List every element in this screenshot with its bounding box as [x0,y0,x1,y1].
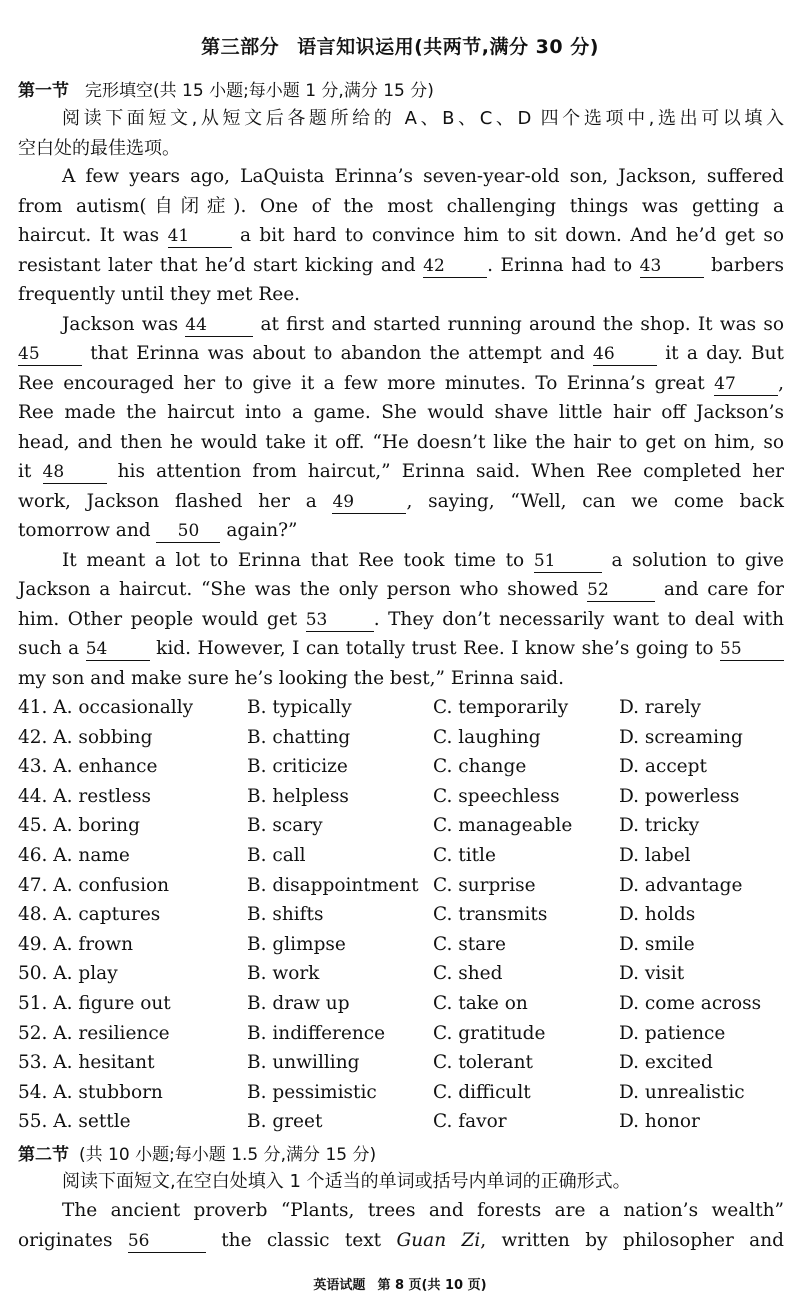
option-c[interactable]: C. take on [433,993,528,1014]
passage-line: frequently until they met Ree. [18,284,301,305]
option-c[interactable]: C. manageable [433,815,573,837]
option-b[interactable]: B. unwilling [247,1052,360,1074]
section-1-instruction-2: 空白处的最佳选项。 [18,138,180,159]
blank-56[interactable]: 56 [128,1231,206,1253]
blank-51[interactable]: 51 [534,551,602,573]
part-title [0,32,800,59]
blank-54[interactable]: 54 [86,639,150,661]
passage-line: my son and make sure he’s looking the best,” Erinna said. [18,668,565,689]
passage-line: resistant later that he’d start kicking and 42 . Erinna had to 43 barbers [18,255,784,276]
footer-subject: 英语试题 [313,1278,366,1293]
option-b[interactable]: B. glimpse [247,933,346,955]
option-d[interactable]: D. tricky [619,815,700,837]
blank-55[interactable]: 55 [720,639,784,661]
option-a[interactable]: 45. A. boring [18,815,140,837]
option-row [18,693,784,723]
option-a[interactable]: 47. A. confusion [18,874,170,896]
option-d[interactable]: D. label [619,845,691,866]
passage-line: Ree encouraged her to give it a few more minutes. To Erinna’s great 47 , [18,373,785,394]
passage-line: The ancient proverb “Plants, trees and forests are a nation’s wealth” [62,1200,784,1221]
passage-line: such a 54 kid. However, I can totally trust Ree. I know she’s going to 55 [18,634,784,664]
option-row [18,871,784,901]
option-row [18,959,784,989]
option-a[interactable]: 51. A. figure out [18,993,171,1014]
option-c[interactable]: C. temporarily [433,697,569,718]
passage-line: Jackson a haircut. “She was the only person who showed 52 and care for [18,579,785,600]
option-b[interactable]: B. chatting [247,726,351,748]
section-1-instruction-1: 阅读下面短文,从短文后各题所给的 A、B、C、D 四个选项中,选出可以填入 [62,108,784,129]
option-b[interactable]: B. helpless [247,785,349,807]
option-d[interactable]: D. visit [619,963,685,985]
section-2-heading [18,1140,376,1165]
passage-line: him. Other people would get 53 . They don’t necessarily want to deal with [18,609,785,630]
blank-41[interactable]: 41 [168,226,232,248]
option-b[interactable]: B. disappointment [247,874,419,896]
option-d[interactable]: D. advantage [619,874,743,896]
blank-53[interactable]: 53 [306,610,374,632]
option-b[interactable]: B. call [247,845,306,866]
option-c[interactable]: C. tolerant [433,1052,533,1074]
passage-line: haircut. It was 41 a bit hard to convince him to sit down. And he’d get so [18,225,784,246]
blank-44[interactable]: 44 [185,315,253,337]
option-d[interactable]: D. honor [619,1111,700,1133]
option-d[interactable]: D. holds [619,904,696,926]
option-c[interactable]: C. change [433,756,527,778]
option-b[interactable]: B. greet [247,1111,323,1133]
option-row [18,900,784,930]
passage-line: Jackson was 44 at first and started running around the shop. It was so [62,314,784,335]
option-a[interactable]: 53. A. hesitant [18,1052,155,1074]
option-a[interactable]: 46. A. name [18,845,130,866]
option-b[interactable]: B. shifts [247,904,324,926]
option-a[interactable]: 49. A. frown [18,933,134,955]
blank-42[interactable]: 42 [423,256,487,278]
passage-line: head, and then he would take it off. “He doesn’t like the hair to get on him, so [18,432,784,453]
option-d[interactable]: D. patience [619,1022,726,1044]
blank-52[interactable]: 52 [587,580,655,602]
blank-48[interactable]: 48 [43,462,107,484]
blank-49[interactable]: 49 [332,492,406,514]
option-a[interactable]: 54. A. stubborn [18,1081,163,1103]
option-b[interactable]: B. criticize [247,756,348,778]
blank-46[interactable]: 46 [593,344,657,366]
option-row [18,1019,784,1049]
option-c[interactable]: C. transmits [433,904,548,926]
option-a[interactable]: 41. A. occasionally [18,697,194,718]
option-c[interactable]: C. stare [433,933,507,955]
section-1-title: 完形填空(共 15 小题;每小题 1 分,满分 15 分) [85,81,434,101]
option-c[interactable]: C. shed [433,963,503,985]
option-c[interactable]: C. speechless [433,785,560,807]
section-1-label: 第一节 [18,81,69,101]
option-a[interactable]: 42. A. sobbing [18,726,153,748]
option-d[interactable]: D. unrealistic [619,1081,745,1103]
blank-45[interactable]: 45 [18,344,82,366]
option-d[interactable]: D. rarely [619,697,701,718]
section-2-title: (共 10 小题;每小题 1.5 分,满分 15 分) [79,1145,377,1165]
footer-page: 第 8 页(共 10 页) [377,1278,487,1293]
page-footer [0,1274,800,1293]
option-a[interactable]: 52. A. resilience [18,1022,170,1044]
option-row [18,989,784,1019]
blank-43[interactable]: 43 [640,256,704,278]
option-a[interactable]: 50. A. play [18,963,118,985]
section-2-label: 第二节 [18,1145,69,1165]
option-c[interactable]: C. laughing [433,726,541,748]
passage-line: originates 56 the classic text Guan Zi, written by philosopher and [18,1230,784,1251]
blank-50[interactable]: 50 [156,521,220,543]
option-b[interactable]: B. pessimistic [247,1081,377,1103]
option-d[interactable]: D. smile [619,933,695,955]
option-b[interactable]: B. indifference [247,1022,386,1044]
option-a[interactable]: 48. A. captures [18,904,161,926]
option-d[interactable]: D. powerless [619,785,740,807]
option-d[interactable]: D. come across [619,993,762,1014]
option-row [18,811,784,841]
passage-line: tomorrow and 50 again?” [18,520,298,541]
passage-line: Ree made the haircut into a game. She would shave little hair off Jackson’s [18,402,784,423]
option-a[interactable]: 55. A. settle [18,1111,131,1133]
option-row [18,723,784,753]
option-row [18,782,784,812]
passage-line: 45 that Erinna was about to abandon the attempt and 46 it a day. But [18,343,784,364]
option-b[interactable]: B. scary [247,815,323,837]
part-title-main: 第三部分 [201,36,280,58]
option-d[interactable]: D. accept [619,756,707,778]
option-c[interactable]: C. favor [433,1111,507,1133]
passage-line: A few years ago, LaQuista Erinna’s seven-year-old son, Jackson, suffered [62,166,784,187]
option-c[interactable]: C. title [433,845,496,866]
option-d[interactable]: D. screaming [619,726,743,748]
section-2-instruction: 阅读下面短文,在空白处填入 1 个适当的单词或括号内单词的正确形式。 [62,1171,631,1192]
option-row [18,1107,784,1137]
passage-line: from autism(自闭症). One of the most challenging things was getting a [18,196,784,217]
option-row [18,752,784,782]
option-row [18,1048,784,1078]
option-b[interactable]: B. draw up [247,993,350,1014]
option-c[interactable]: C. difficult [433,1081,531,1103]
option-a[interactable]: 43. A. enhance [18,756,158,778]
option-row [18,930,784,960]
blank-47[interactable]: 47 [714,374,778,396]
option-c[interactable]: C. gratitude [433,1022,546,1044]
option-d[interactable]: D. excited [619,1052,713,1074]
passage-line: it 48 his attention from haircut,” Erinna said. When Ree completed her [18,461,784,482]
option-b[interactable]: B. typically [247,697,352,718]
option-a[interactable]: 44. A. restless [18,785,151,807]
option-row [18,1078,784,1108]
option-row [18,841,784,871]
passage-line: It meant a lot to Erinna that Ree took time to 51 a solution to give [62,550,784,571]
section-1-heading [18,76,434,101]
passage-line: work, Jackson flashed her a 49 , saying, “Well, can we come back [18,491,784,512]
option-b[interactable]: B. work [247,963,320,985]
part-title-sub: 语言知识运用(共两节,满分 30 分) [297,36,599,58]
option-c[interactable]: C. surprise [433,874,536,896]
